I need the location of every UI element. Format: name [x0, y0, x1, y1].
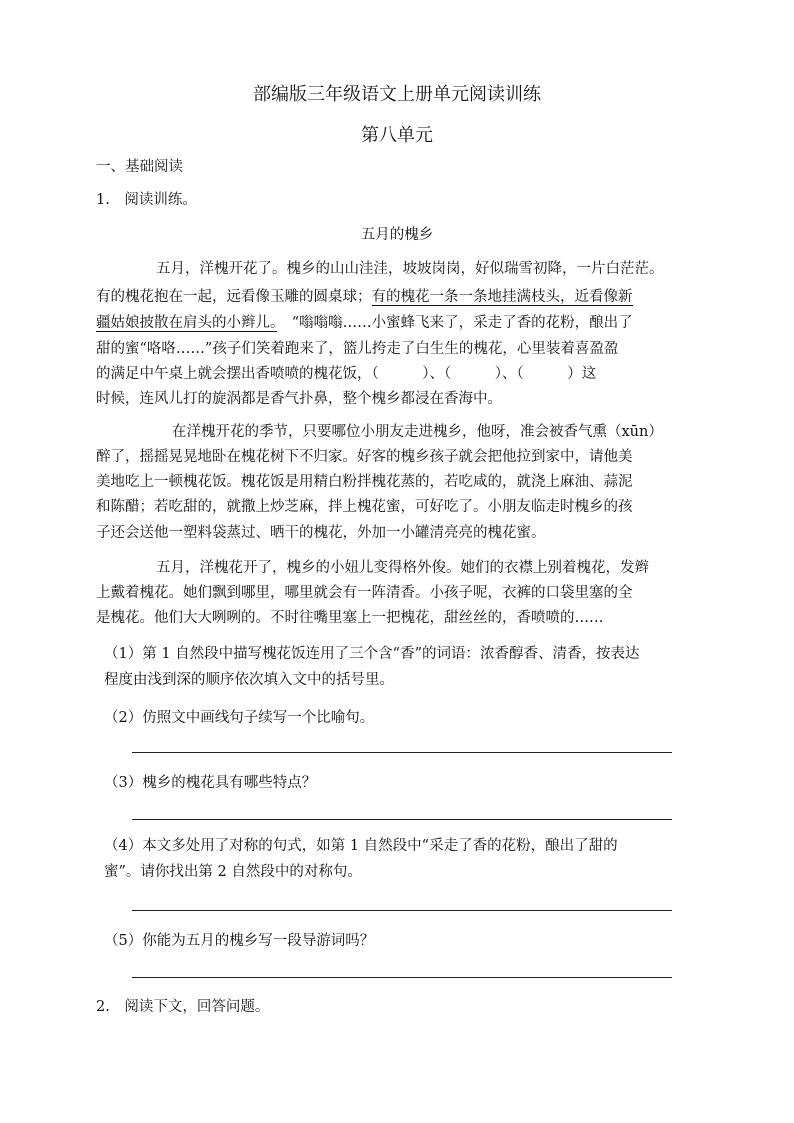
question-3: （3）槐乡的槐花具有哪些特点？ — [104, 775, 317, 791]
question-4: （4）本文多处用了对称的句式，如第 1 自然段中“采走了香的花粉，酿出了甜的 — [104, 838, 618, 854]
answer-line[interactable] — [132, 819, 672, 820]
passage-line: 时候，连风儿打的旋涡都是香气扑鼻，整个槐乡都浸在香海中。 — [96, 391, 502, 407]
question-1-cont: 程度由浅到深的顺序依次填入文中的括号里。 — [104, 672, 394, 688]
passage-line: 是槐花。他们大大咧咧的。不时往嘴里塞上一把槐花，甜丝丝的，香喷喷的…… — [96, 610, 604, 626]
question-4-cont: 蜜”。请你找出第 2 自然段中的对称句。 — [104, 864, 362, 880]
section-heading: 一、基础阅读 — [96, 159, 183, 175]
passage-line: 甜的蜜“咯咯……”孩子们笑着跑来了，篮儿挎走了白生生的槐花，心里装着喜盈盈 — [96, 341, 619, 357]
underlined-sentence: 有的槐花一条一条地挂满枝头，近看像新 — [371, 289, 633, 305]
answer-line[interactable] — [132, 910, 672, 911]
passage-line: 的满足中午桌上就会摆出香喷喷的槐花饭，（ ）、（ ）、（ ）这 — [96, 366, 597, 382]
item-1-heading: 1. 阅读训练。 — [96, 192, 197, 208]
underlined-sentence: 疆姑娘披散在肩头的小辫儿。 — [96, 315, 278, 331]
question-2: （2）仿照文中画线句子续写一个比喻句。 — [104, 710, 375, 726]
passage-text: 有的槐花抱在一起，远看像玉雕的圆桌球； — [96, 289, 372, 305]
unit-heading: 第八单元 — [361, 125, 433, 146]
passage-line: 五月，洋槐开花了。槐乡的山山洼洼，坡坡岗岗，好似瑞雪初降，一片白茫茫。 — [156, 261, 664, 277]
item-2-heading: 2. 阅读下文，回答问题。 — [96, 999, 270, 1015]
passage-line: 子还会送他一塑料袋蒸过、晒干的槐花，外加一小罐清亮亮的槐花蜜。 — [96, 525, 546, 541]
passage-line: 在洋槐开花的季节，只要哪位小朋友走进槐乡，他呀，准会被香气熏（xūn） — [172, 424, 663, 440]
passage-line: 上戴着槐花。她们飘到哪里，哪里就会有一阵清香。小孩子呢，衣裤的口袋里塞的全 — [96, 585, 633, 601]
passage-line — [96, 311, 633, 332]
passage-title: 五月的槐乡 — [360, 227, 434, 243]
passage-line — [96, 285, 633, 306]
passage-text: “嗡嗡嗡……小蜜蜂飞来了，采走了香的花粉，酿出了 — [291, 315, 633, 331]
question-1: （1）第 1 自然段中描写槐花饭连用了三个含“香”的词语：浓香醇香、清香，按表达 — [104, 646, 640, 662]
passage-line: 和陈醋；若吃甜的，就撒上炒芝麻，拌上槐花蜜，可好吃了。小朋友临走时槐乡的孩 — [96, 499, 633, 515]
passage-line: 美地吃上一顿槐花饭。槐花饭是用精白粉拌槐花蒸的，若吃咸的，就浇上麻油、蒜泥 — [96, 474, 633, 490]
answer-line[interactable] — [132, 752, 672, 753]
document-title: 部编版三年级语文上册单元阅读训练 — [253, 84, 541, 105]
passage-line: 五月，洋槐花开了，槐乡的小妞儿变得格外俊。她们的衣襟上别着槐花，发辫 — [156, 560, 649, 576]
answer-line[interactable] — [132, 977, 672, 978]
question-5: （5）你能为五月的槐乡写一段导游词吗？ — [104, 933, 375, 949]
passage-line: 醉了，摇摇晃晃地卧在槐花树下不归家。好客的槐乡孩子就会把他拉到家中，请他美 — [96, 449, 633, 465]
